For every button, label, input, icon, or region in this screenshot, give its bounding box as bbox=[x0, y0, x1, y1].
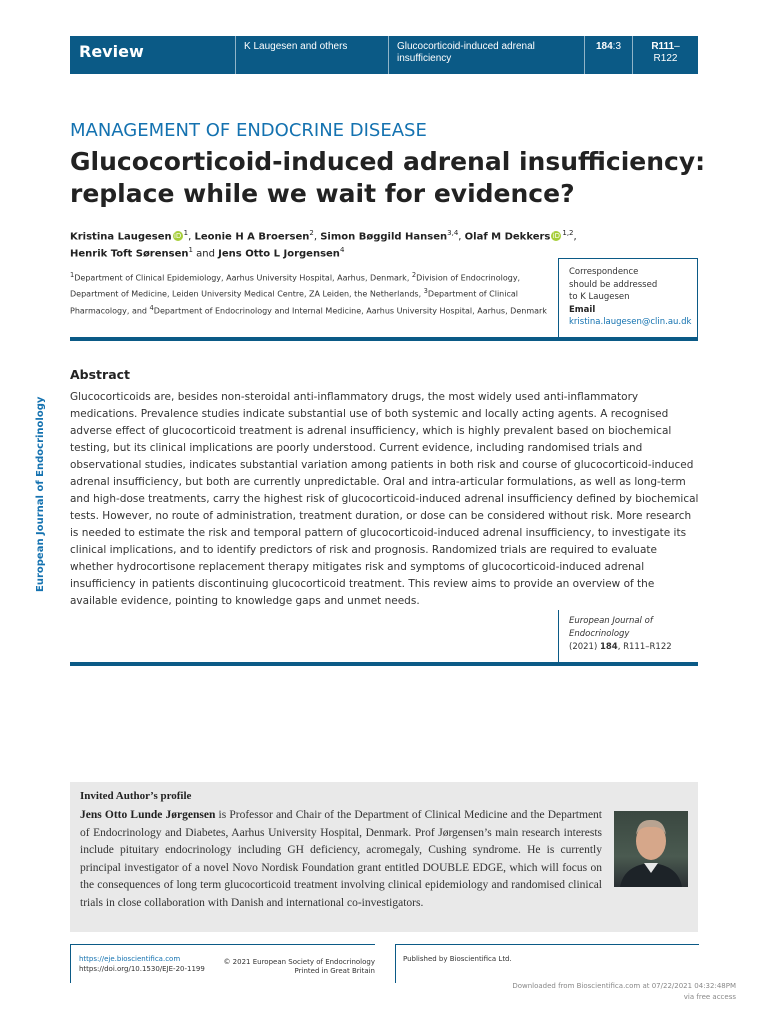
citation-year: (2021) bbox=[569, 642, 598, 652]
correspondence-text: to K Laugesen bbox=[569, 292, 630, 302]
citation-pages: , R111–R122 bbox=[617, 642, 672, 652]
author-affiliation-ref: 1,2 bbox=[562, 229, 574, 237]
affiliations bbox=[70, 269, 550, 318]
abstract-heading: Abstract bbox=[70, 367, 131, 382]
citation-volume: 184 bbox=[599, 642, 618, 652]
correspondence-box bbox=[558, 258, 698, 337]
citation-journal: European Journal of bbox=[569, 616, 653, 626]
page-range bbox=[632, 36, 698, 74]
journal-header-bar bbox=[70, 36, 698, 74]
access-note: via free access bbox=[683, 992, 736, 1001]
author-name[interactable]: Simon Bøggild Hansen bbox=[320, 231, 448, 243]
invited-author-profile bbox=[70, 782, 698, 932]
paper-title-line-2: replace while we wait for evidence? bbox=[70, 179, 575, 208]
profile-bio-text: is Professor and Chair of the Department of Clinical Medicine and the Department of Endocrinology and Diabetes, Aarhus University Hospital, Denmark. Prof Jørgensen’s main research interests include pituitary endocrinology including GH deficiency, acromegaly, Cushing syndrome. He is currently principal investigator of a novel Novo Nordisk Foundation grant entitled DOUBLE EDGE, which will focus on the consequences of long term glucocorticoid treatment involving clinical epidemiology and randomised clinical trials in close collaboration with Danish and international co-investigators. bbox=[80, 809, 602, 909]
author-affiliation-ref: 4 bbox=[339, 246, 345, 254]
vertical-journal-name: European Journal of Endocrinology bbox=[35, 396, 46, 592]
volume-issue bbox=[584, 36, 632, 74]
orcid-icon[interactable]: iD bbox=[173, 232, 182, 241]
footer-left bbox=[70, 944, 375, 983]
paper-title-line-1: Glucocorticoid-induced adrenal insufficiency: bbox=[70, 147, 706, 176]
affiliation: Department of Clinical Epidemiology, Aarhus University Hospital, Aarhus, Denmark, bbox=[74, 273, 410, 283]
issue-number: :3 bbox=[612, 41, 622, 52]
orcid-icon[interactable]: iD bbox=[552, 232, 561, 241]
section-divider bbox=[70, 662, 698, 666]
affiliation-number: 1 bbox=[70, 271, 75, 279]
section-divider bbox=[70, 337, 698, 341]
email-link[interactable]: kristina.laugesen@clin.au.dk bbox=[569, 317, 692, 327]
printed-text: Printed in Great Britain bbox=[294, 967, 375, 975]
footer-right bbox=[395, 944, 699, 983]
page-end: –R122 bbox=[653, 41, 680, 64]
section-label: MANAGEMENT OF ENDOCRINE DISEASE bbox=[70, 120, 427, 141]
affiliation-number: 4 bbox=[149, 303, 154, 312]
running-title: Glucocorticoid-induced adrenal insufficiency bbox=[388, 36, 584, 74]
author-list-line-1: Kristina Laugesen iD $^1$, Leonie H A Broersen$^2$, Simon Bøggild Hansen$^{3,4}$, Olaf M Dekkers iD $^{1,2}$, bbox=[70, 229, 577, 243]
affiliation: Department of Clinical Pharmacology, and bbox=[70, 289, 518, 316]
author-affiliation-ref: 1 bbox=[183, 229, 189, 237]
affiliation: Department of Endocrinology and Internal Medicine, Aarhus University Hospital, Aarhus, Denmark bbox=[153, 306, 547, 316]
paper-title bbox=[70, 146, 710, 210]
article-type-label: Review bbox=[79, 42, 144, 61]
volume-number: 184 bbox=[595, 41, 613, 52]
citation-journal: Endocrinology bbox=[569, 629, 630, 639]
doi-link[interactable]: https://doi.org/10.1530/EJE-20-1199 bbox=[79, 965, 205, 973]
affiliation: Division of Endocrinology, Department of Medicine, Leiden University Medical Centre, ZA Leiden, the Netherlands, bbox=[70, 273, 521, 299]
profile-name: Jens Otto Lunde Jørgensen bbox=[80, 809, 216, 821]
author-affiliation-ref: 2 bbox=[309, 229, 314, 237]
portrait-icon bbox=[614, 811, 688, 887]
page-start: R111 bbox=[651, 41, 675, 52]
author-name[interactable]: Henrik Toft Sørensen bbox=[70, 248, 189, 260]
email-label: Email bbox=[569, 304, 596, 315]
author-name[interactable]: Leonie H A Broersen bbox=[194, 231, 310, 243]
publisher-text: Published by Bioscientifica Ltd. bbox=[403, 955, 512, 963]
profile-heading: Invited Author’s profile bbox=[80, 790, 192, 802]
author-name[interactable]: Olaf M Dekkers bbox=[464, 231, 551, 243]
citation-box bbox=[558, 610, 698, 662]
author-affiliation-ref: 3,4 bbox=[447, 229, 459, 237]
copyright-note bbox=[223, 958, 375, 976]
correspondence-text: Correspondence bbox=[569, 267, 639, 277]
author-name[interactable]: Kristina Laugesen bbox=[70, 231, 172, 243]
abstract-text: Glucocorticoids are, besides non-steroidal anti-inflammatory drugs, the most widely used anti-inflammatory medications. Prevalence studies indicate substantial use of both systemic and locally acting agents. A recognised adverse effect of glucocorticoid treatment is adrenal insufficiency, which is highly prevalent based on biochemical testing, but its clinical implications are poorly understood. Current evidence, including randomised trials and observational studies, indicates substantial variation among patients in both risk and course of glucocorticoid-induced adrenal insufficiency, but both are currently unpredictable. Oral and intra-articular formulations, as well as long-term and high-dose treatments, carry the highest risk of glucocorticoid-induced adrenal insufficiency defined by biochemical tests. However, no route of administration, treatment duration, or dose can be considered without risk. More research is needed to estimate the risk and temporal pattern of glucocorticoid-induced adrenal insufficiency, to investigate its clinical implications, and to identify predictors of risk and prognosis. Randomized trials are required to evaluate whether hydrocortisone replacement therapy mitigates risk and symptoms of glucocorticoid-induced adrenal insufficiency in patients discontinuing glucocorticoid treatment. This review aims to provide an overview of the available evidence, pointing to knowledge gaps and unmet needs. bbox=[70, 391, 699, 607]
author-conjunction: and bbox=[196, 248, 215, 260]
affiliation-number: 3 bbox=[423, 287, 428, 296]
correspondence-text: should be addressed bbox=[569, 279, 658, 290]
profile-bio bbox=[80, 807, 602, 912]
running-authors: K Laugesen and others bbox=[235, 36, 388, 74]
journal-url-link[interactable]: https://eje.bioscientifica.com bbox=[79, 955, 181, 963]
download-timestamp: Downloaded from Bioscientifica.com at 07/22/2021 04:32:48PM bbox=[512, 982, 736, 990]
download-note bbox=[512, 981, 736, 1002]
author-name[interactable]: Jens Otto L Jorgensen bbox=[218, 248, 340, 260]
copyright-text: © 2021 European Society of Endocrinology bbox=[223, 958, 375, 966]
affiliation-number: 2 bbox=[411, 271, 417, 279]
author-affiliation-ref: 1 bbox=[188, 246, 193, 254]
author-photo bbox=[614, 811, 688, 887]
